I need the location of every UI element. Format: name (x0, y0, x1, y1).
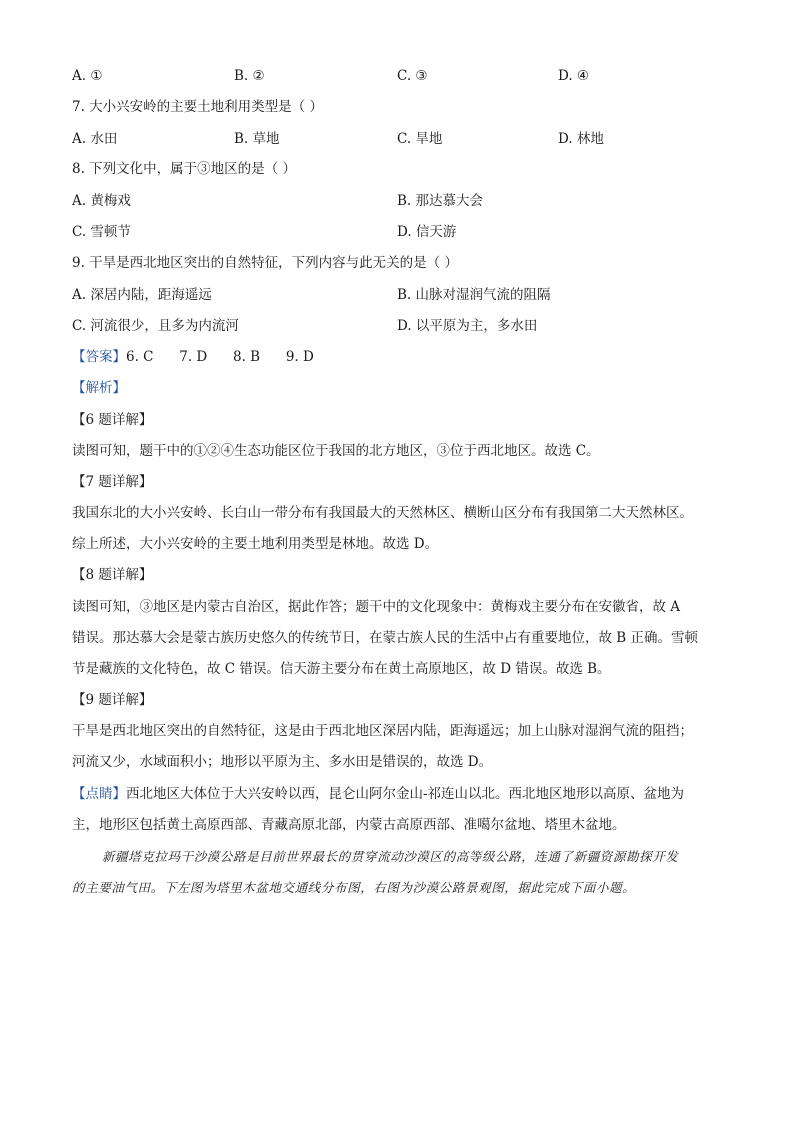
detail-9-line-1: 干旱是西北地区突出的自然特征，这是由于西北地区深居内陆，距海遥远；加上山脉对湿润气流的阻挡； (72, 723, 693, 739)
q8-stem: 8. 下列文化中，属于③地区的是（ ） (72, 161, 296, 177)
intro-line-2: 的主要油气田。下左图为塔里木盆地交通线分布图，右图为沙漠公路景观图，据此完成下面小题。 (72, 880, 636, 895)
detail-8-title: 【8 题详解】 (72, 567, 153, 583)
detail-9-title: 【9 题详解】 (72, 692, 153, 708)
q8-option-a: A. 黄梅戏 (72, 193, 131, 209)
q7-option-d: D. 林地 (558, 131, 604, 147)
q9-option-c: C. 河流很少，且多为内流河 (72, 318, 239, 334)
detail-8-line-1: 读图可知，③地区是内蒙古自治区，据此作答；题干中的文化现象中：黄梅戏主要分布在安徽省，故 A (72, 599, 681, 615)
q8-option-c: C. 雪顿节 (72, 224, 131, 240)
answer-line (72, 347, 314, 367)
q7-option-b: B. 草地 (234, 131, 280, 147)
answer-text: 6. C 7. D 8. B 9. D (126, 349, 314, 365)
q7-option-a: A. 水田 (72, 131, 118, 147)
detail-6-line-1: 读图可知，题干中的①②④生态功能区位于我国的北方地区，③位于西北地区。故选 C。 (72, 443, 600, 459)
q7-stem: 7. 大小兴安岭的主要土地利用类型是（ ） (72, 99, 323, 115)
q6-option-a: A. ① (72, 68, 103, 84)
q7-option-c: C. 旱地 (397, 131, 443, 147)
q9-option-a: A. 深居内陆，距海遥远 (72, 287, 212, 303)
detail-9-line-2: 河流又少，水域面积小；地形以平原为主、多水田是错误的，故选 D。 (72, 754, 493, 770)
detail-7-line-1: 我国东北的大小兴安岭、长白山一带分布有我国最大的天然林区、横断山区分布有我国第二大天然林区。 (72, 505, 693, 521)
q8-option-b: B. 那达慕大会 (397, 193, 484, 209)
detail-7-title: 【7 题详解】 (72, 474, 153, 490)
detail-6-title: 【6 题详解】 (72, 412, 153, 428)
analysis-label: 【解析】 (72, 380, 126, 396)
tips-line-1 (72, 784, 684, 804)
detail-8-line-3: 节是藏族的文化特色，故 C 错误。信天游主要分布在黄土高原地区，故 D 错误。故选 B。 (72, 661, 611, 677)
answer-label: 【答案】 (72, 349, 126, 365)
q6-option-d: D. ④ (558, 68, 590, 84)
q8-option-d: D. 信天游 (397, 224, 457, 240)
intro-line-1: 新疆塔克拉玛干沙漠公路是目前世界最长的贯穿流动沙漠区的高等级公路，连通了新疆资源勘探开发 (102, 849, 679, 864)
tips-text-1: 西北地区大体位于大兴安岭以西，昆仑山阿尔金山-祁连山以北。西北地区地形以高原、盆地为 (126, 786, 685, 802)
q9-option-b: B. 山脉对湿润气流的阻隔 (397, 287, 551, 303)
q9-stem: 9. 干旱是西北地区突出的自然特征，下列内容与此无关的是（ ） (72, 255, 458, 271)
q6-option-b: B. ② (234, 68, 265, 84)
q9-option-d: D. 以平原为主，多水田 (397, 318, 538, 334)
detail-7-line-2: 综上所述，大小兴安岭的主要土地利用类型是林地。故选 D。 (72, 536, 439, 552)
q6-option-c: C. ③ (397, 68, 428, 84)
tips-label: 【点睛】 (72, 786, 126, 802)
detail-8-line-2: 错误。那达慕大会是蒙古族历史悠久的传统节日，在蒙古族人民的生活中占有重要地位，故 B 正确。雪顿 (72, 630, 699, 646)
tips-line-2: 主，地形区包括黄土高原西部、青藏高原北部，内蒙古高原西部、准噶尔盆地、塔里木盆地。 (72, 817, 626, 833)
